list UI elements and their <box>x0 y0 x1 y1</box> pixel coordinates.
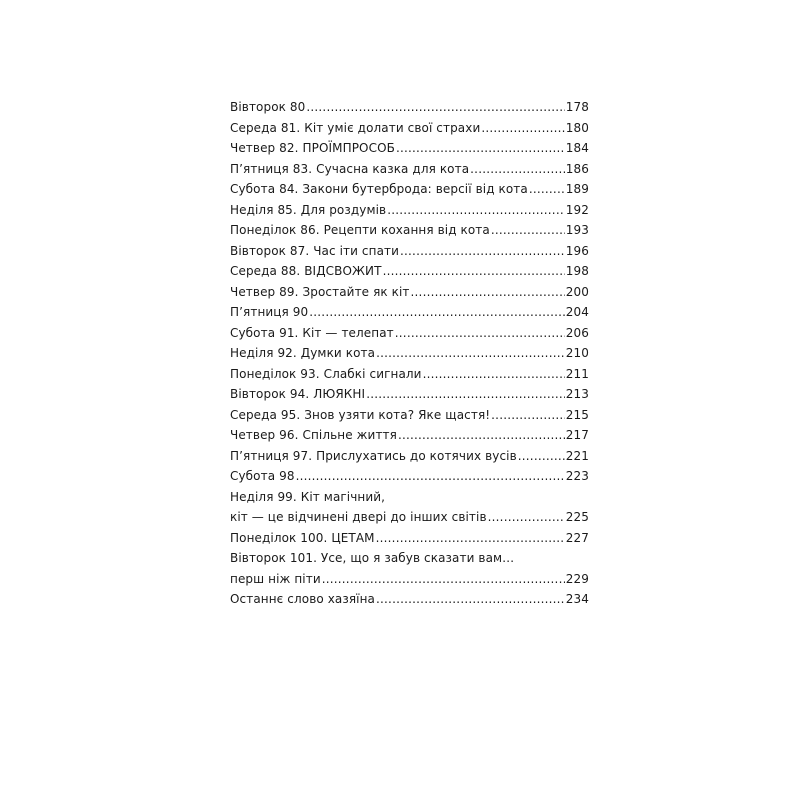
toc-dot-leader <box>491 405 565 426</box>
toc-entry-title: Вівторок 94. ЛЮЯКНІ <box>230 387 366 401</box>
toc-entry-title: Середа 88. ВІДСВОЖИТ <box>230 264 382 278</box>
toc-dot-leader <box>529 179 565 200</box>
toc-page-number: 227 <box>565 530 589 545</box>
toc-entry <box>230 241 589 262</box>
toc-dot-leader <box>376 589 565 610</box>
toc-dot-leader <box>309 302 565 323</box>
toc-line <box>230 548 589 569</box>
toc-entry-title: Понеділок 86. Рецепти кохання від кота <box>230 223 490 237</box>
toc-dot-leader <box>481 118 564 139</box>
toc-page-number: 193 <box>565 223 589 237</box>
toc-line <box>230 446 589 467</box>
toc-entry-title: Четвер 82. ПРОЇМПРОСОБ <box>230 141 395 155</box>
toc-page-number: 184 <box>565 141 589 155</box>
toc-dot-leader <box>387 200 565 221</box>
toc-page-number: 229 <box>565 571 589 586</box>
toc-line <box>230 302 589 323</box>
toc-entry-title: П’ятниця 83. Сучасна казка для кота <box>230 161 470 176</box>
toc-dot-leader <box>395 323 565 344</box>
toc-line <box>230 425 589 446</box>
toc-line <box>230 138 589 159</box>
toc-entry-title: Середа 95. Знов узяти кота? Яке щастя! <box>230 407 491 422</box>
toc-page-number: 192 <box>565 202 589 217</box>
toc-dot-leader <box>376 343 565 364</box>
toc-entry-title: Субота 98 <box>230 469 295 483</box>
toc-page-number: 200 <box>565 284 589 299</box>
toc-dot-leader <box>518 446 565 467</box>
toc-page-number: 180 <box>565 120 589 135</box>
toc-line <box>230 343 589 364</box>
toc-entry <box>230 384 589 405</box>
toc-line <box>230 487 589 508</box>
toc-entry <box>230 179 589 200</box>
toc-entry-title: Неділя 92. Думки кота <box>230 346 376 360</box>
table-of-contents <box>230 97 589 610</box>
toc-entry-title: кіт — це відчинені двері до інших світів <box>230 510 487 524</box>
toc-entry-title: П’ятниця 90 <box>230 305 309 319</box>
toc-page-number: 189 <box>565 182 589 196</box>
toc-entry-title: Субота 91. Кіт — телепат <box>230 325 394 340</box>
toc-entry-title: Останнє слово хазяїна <box>230 592 376 606</box>
toc-dot-leader <box>491 220 565 241</box>
toc-page-number: 178 <box>565 100 589 114</box>
toc-entry-title: Понеділок 93. Слабкі сигнали <box>230 366 422 381</box>
toc-entry <box>230 548 589 589</box>
toc-line <box>230 200 589 221</box>
toc-entry <box>230 220 589 241</box>
toc-line <box>230 323 589 344</box>
toc-dot-leader <box>398 425 565 446</box>
toc-entry <box>230 364 589 385</box>
toc-entry-title: Неділя 99. Кіт магічний, <box>230 489 386 504</box>
toc-page-number: 234 <box>565 592 589 606</box>
toc-entry-title: Понеділок 100. ЦЕТАМ <box>230 530 375 545</box>
toc-page-number: 217 <box>565 428 589 442</box>
toc-entry-title: Середа 81. Кіт уміє долати свої страхи <box>230 120 481 135</box>
toc-entry <box>230 261 589 282</box>
toc-dot-leader <box>396 138 565 159</box>
toc-entry <box>230 405 589 426</box>
toc-page-number: 221 <box>565 448 589 463</box>
toc-line <box>230 220 589 241</box>
toc-entry <box>230 138 589 159</box>
toc-entry <box>230 282 589 303</box>
toc-entry <box>230 589 589 610</box>
toc-page-number: 186 <box>565 161 589 176</box>
toc-page-number: 196 <box>565 243 589 258</box>
toc-entry <box>230 302 589 323</box>
toc-entry <box>230 343 589 364</box>
toc-dot-leader <box>488 507 565 528</box>
toc-entry-title: П’ятниця 97. Прислухатись до котячих вусів <box>230 448 517 463</box>
toc-entry <box>230 487 589 528</box>
toc-line <box>230 364 589 385</box>
toc-entry <box>230 200 589 221</box>
toc-page-number: 223 <box>565 469 589 483</box>
toc-line <box>230 179 589 200</box>
toc-entry <box>230 466 589 487</box>
toc-page-number: 204 <box>565 305 589 319</box>
toc-dot-leader <box>306 97 564 118</box>
toc-entry-title: Субота 84. Закони бутерброда: версії від кота <box>230 182 528 196</box>
toc-line <box>230 97 589 118</box>
toc-line <box>230 384 589 405</box>
toc-line <box>230 159 589 180</box>
toc-dot-leader <box>383 261 565 282</box>
toc-dot-leader <box>296 466 565 487</box>
toc-dot-leader <box>366 384 565 405</box>
toc-entry <box>230 425 589 446</box>
toc-page-number: 215 <box>565 407 589 422</box>
toc-line <box>230 118 589 139</box>
toc-entry-title: Неділя 85. Для роздумів <box>230 202 387 217</box>
toc-entry <box>230 323 589 344</box>
toc-entry-title: Вівторок 87. Час іти спати <box>230 243 400 258</box>
toc-line <box>230 466 589 487</box>
toc-line <box>230 507 589 528</box>
toc-line <box>230 282 589 303</box>
toc-dot-leader <box>411 282 565 303</box>
toc-entry-title: Четвер 89. Зростайте як кіт <box>230 284 410 299</box>
toc-entry <box>230 97 589 118</box>
toc-dot-leader <box>322 569 565 590</box>
toc-page-number: 198 <box>565 264 589 278</box>
toc-entry <box>230 446 589 467</box>
toc-entry-title: Четвер 96. Спільне життя <box>230 428 397 442</box>
toc-dot-leader <box>423 364 565 385</box>
toc-line <box>230 528 589 549</box>
toc-page-number: 206 <box>565 325 589 340</box>
toc-entry-title: Вівторок 101. Усе, що я забув сказати вам… <box>230 551 515 565</box>
toc-line <box>230 589 589 610</box>
toc-dot-leader <box>400 241 565 262</box>
toc-page-number: 225 <box>565 510 589 524</box>
toc-line <box>230 261 589 282</box>
toc-entry <box>230 528 589 549</box>
toc-entry <box>230 159 589 180</box>
toc-entry-title: Вівторок 80 <box>230 100 306 114</box>
toc-entry-title: перш ніж піти <box>230 571 321 586</box>
toc-page-number: 213 <box>565 387 589 401</box>
toc-dot-leader <box>470 159 565 180</box>
toc-line <box>230 405 589 426</box>
toc-line <box>230 241 589 262</box>
toc-line <box>230 569 589 590</box>
toc-dot-leader <box>376 528 565 549</box>
toc-entry <box>230 118 589 139</box>
toc-page-number: 210 <box>565 346 589 360</box>
toc-page-number: 211 <box>565 366 589 381</box>
